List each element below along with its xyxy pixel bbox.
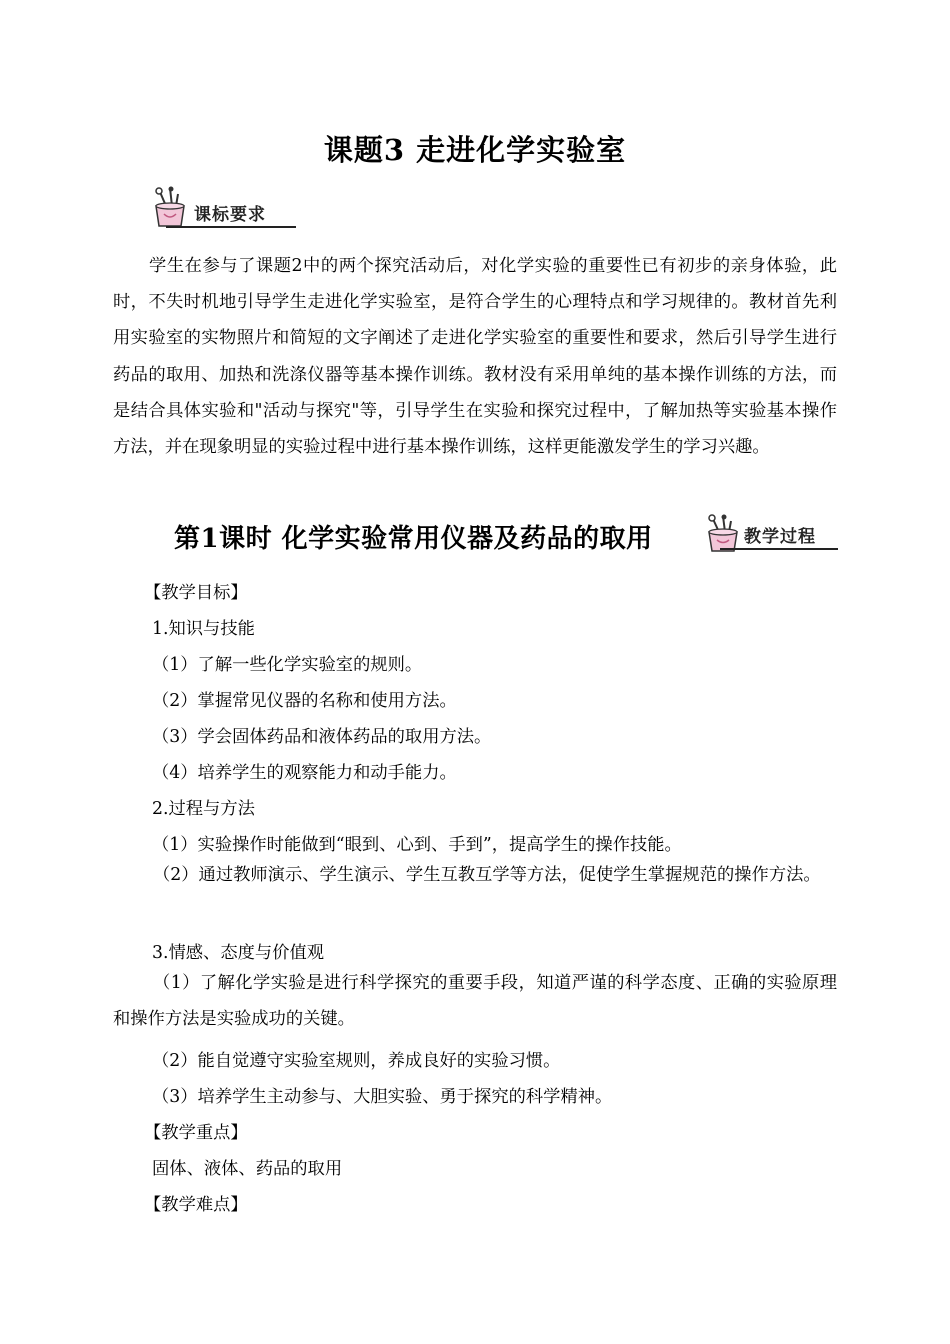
section2-item: （2）通过教师演示、学生演示、学生互教互学等方法，促使学生掌握规范的操作方法。 bbox=[153, 865, 821, 885]
key-text: 固体、液体、药品的取用 bbox=[152, 1159, 343, 1179]
goals-heading: 【教学目标】 bbox=[144, 583, 248, 603]
section1-heading: 1.知识与技能 bbox=[152, 619, 255, 639]
standard-badge-underline bbox=[166, 226, 296, 228]
lesson-title: 第1课时 化学实验常用仪器及药品的取用 bbox=[174, 524, 653, 554]
section3-item: （1）了解化学实验是进行科学探究的重要手段，知道严谨的科学态度、正确的实验原理和操作方法是实验成功的关键。 bbox=[113, 973, 837, 1030]
process-badge-underline bbox=[720, 548, 838, 550]
section3-item: （3）培养学生主动参与、大胆实验、勇于探究的科学精神。 bbox=[152, 1087, 613, 1107]
section3-heading: 3.情感、态度与价值观 bbox=[152, 943, 325, 963]
difficulty-heading: 【教学难点】 bbox=[144, 1195, 248, 1215]
standard-badge-label: 课标要求 bbox=[194, 205, 266, 225]
section1-item: （4）培养学生的观察能力和动手能力。 bbox=[152, 763, 457, 783]
process-badge-label: 教学过程 bbox=[744, 527, 816, 547]
section2-item: （1）实验操作时能做到“眼到、心到、手到”，提高学生的操作技能。 bbox=[152, 835, 682, 855]
section1-item: （2）掌握常见仪器的名称和使用方法。 bbox=[152, 691, 457, 711]
section3-item: （2）能自觉遵守实验室规则，养成良好的实验习惯。 bbox=[152, 1051, 561, 1071]
section1-item: （1）了解一些化学实验室的规则。 bbox=[152, 655, 423, 675]
page-title: 课题3 走进化学实验室 bbox=[323, 133, 627, 167]
section1-item: （3）学会固体药品和液体药品的取用方法。 bbox=[152, 727, 492, 747]
section2-heading: 2.过程与方法 bbox=[152, 799, 255, 819]
process-badge bbox=[700, 514, 840, 554]
pen-cup-icon bbox=[700, 514, 744, 558]
intro-paragraph: 学生在参与了课题2中的两个探究活动后，对化学实验的重要性已有初步的亲身体验，此时，不失时机地引导学生走进化学实验室，是符合学生的心理特点和学习规律的。教材首先利用实验室的实物照片和简短的文字阐述了走进化学实验室的重要性和要求，然后引导学生进行药品的取用、加热和洗涤仪器等基本操作训练。教材没有采用单纯的基本操作训练的方法，而是结合具体实验和"活动与探究"等，引导学生在实验和探究过程中，了解加热等实验基本操作方法，并在现象明显的实验过程中进行基本操作训练，这样更能激发学生的学习兴趣。 bbox=[113, 256, 837, 458]
key-heading: 【教学重点】 bbox=[144, 1123, 248, 1143]
standard-badge bbox=[146, 186, 296, 230]
